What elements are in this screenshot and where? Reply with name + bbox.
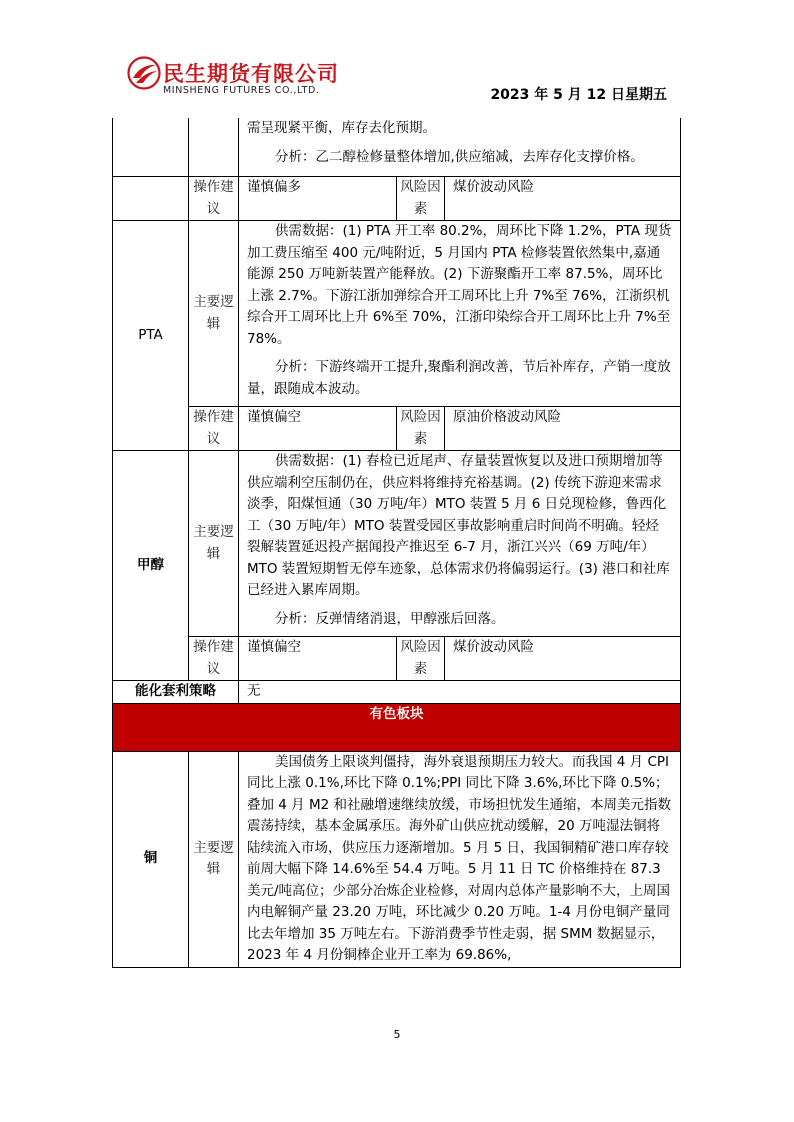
copper-text: 美国债务上限谈判僵持，海外衰退预期压力较大。而我国 4 月 CPI 同比上涨 0.1%,环比下降 0.1%;PPI 同比下降 3.6%,环比下降 0.5%；叠加 4 月 M2 和社融增速继续放缓，市场担忧发生通缩，本周美元指数震荡持续，基本金属承压。海外矿山供应扰动缓解，20 万吨湿法铜将陆续流入市场，供应压力逐渐增加。5 月 5 日，我国铜精矿港口库存较前周大幅下降 14.6%至 54.4 万吨。5 月 11 日 TC 价格维持在 87.3 美元/吨高位；少部分冶炼企业检修，对周内总体产量影响不大，上周国内电解铜产量 23.20 万吨，环比减少 0.20 万吨。1-4 月份电铜产量同比去年增加 35 万吨左右。下游消费季节性走弱，据 SMM 数据显示，2023 年 4 月份铜棒企业开工率为 69.86%, (247, 753, 671, 963)
report-date: 2023 年 5 月 12 日星期五 (490, 87, 667, 103)
eg-operation-row (113, 177, 681, 221)
pta-risk-value: 原油价格波动风险 (445, 407, 681, 451)
pta-analysis-text: 分析：下游终端开工提升,聚酯利润改善，节后补库存，产销一度放量，跟随成本波动。 (247, 359, 671, 397)
pta-operation-label: 操作建议 (189, 407, 239, 451)
pta-name-cell: PTA (113, 221, 189, 451)
eg-logic-cell (239, 118, 681, 177)
pta-logic-label: 主要逻辑 (189, 221, 239, 407)
copper-logic-row (113, 751, 681, 967)
methanol-logic-label: 主要逻辑 (189, 451, 239, 637)
methanol-supply-text: 供需数据：(1) 春检已近尾声、存量装置恢复以及进口预期增加等供应端利空压制仍在，供应料将维持充裕基调。(2) 传统下游迎来需求淡季，阳煤恒通（30 万吨/年）MTO 装置 5 月 6 日兑现检修，鲁西化工（30 万吨/年）MTO 装置受园区事故影响重启时间尚不明确。轻烃裂解装置延迟投产据闻投产推迟至 6-7 月，浙江兴兴（69 万吨/年）MTO 装置短期暂无停车迹象，总体需求仍将偏弱运行。(3) 港口和社库已经进入累库周期。 (247, 453, 670, 598)
pta-operation-row (113, 407, 681, 451)
methanol-risk-value: 煤价波动风险 (445, 637, 681, 681)
minsheng-logo-icon (127, 56, 161, 90)
eg-logic-row (113, 118, 681, 177)
arbitrage-value: 无 (239, 681, 681, 704)
copper-logic-cell (239, 751, 681, 967)
eg-name-cell (113, 118, 189, 177)
sector-title: 有色板块 (113, 703, 681, 751)
methanol-operation-value: 谨慎偏空 (239, 637, 397, 681)
pta-logic-row (113, 221, 681, 407)
methanol-logic-cell (239, 451, 681, 637)
arbitrage-row (113, 681, 681, 704)
methanol-operation-label: 操作建议 (189, 637, 239, 681)
methanol-analysis-text: 分析：反弹情绪消退，甲醇涨后回落。 (275, 610, 505, 627)
pta-supply-text: 供需数据：(1) PTA 开工率 80.2%，周环比下降 1.2%，PTA 现货加工费压缩至 400 元/吨附近，5 月国内 PTA 检修装置依然集中,嘉通能源 250 万吨新装置产能释放。(2) 下游聚酯开工率 87.5%，周环比上涨 2.7%。下游江浙加弹综合开工周环比上升 7%至 76%，江浙织机综合开工周环比上升 6%至 70%，江浙印染综合开工周环比上升 7%至 78%。 (247, 223, 672, 347)
arbitrage-label: 能化套利策略 (113, 681, 239, 704)
eg-supply-text: 需呈现紧平衡，库存去化预期。 (247, 120, 436, 136)
methanol-name-cell: 甲醇 (113, 451, 189, 681)
page-header (0, 0, 794, 118)
pta-risk-label: 风险因素 (397, 407, 445, 451)
report-table (112, 118, 681, 968)
methanol-operation-row (113, 637, 681, 681)
eg-operation-value: 谨慎偏多 (239, 177, 397, 221)
methanol-risk-label: 风险因素 (397, 637, 445, 681)
eg-risk-value: 煤价波动风险 (445, 177, 681, 221)
page-number: 5 (393, 1028, 401, 1041)
company-name-en: MINSHENG FUTURES CO.,LTD. (163, 85, 320, 96)
methanol-logic-row (113, 451, 681, 637)
pta-logic-cell (239, 221, 681, 407)
company-name-cn: 民生期货有限公司 (163, 62, 339, 86)
copper-logic-label: 主要逻辑 (189, 751, 239, 967)
copper-name-cell: 铜 (113, 751, 189, 967)
eg-logic-label-cell (189, 118, 239, 177)
pta-operation-value: 谨慎偏空 (239, 407, 397, 451)
eg-risk-label: 风险因素 (397, 177, 445, 221)
sector-header-row (113, 703, 681, 751)
eg-name-cell-2 (113, 177, 189, 221)
eg-analysis-text: 分析：乙二醇检修量整体增加,供应缩减，去库存化支撑价格。 (275, 148, 644, 165)
eg-operation-label: 操作建议 (189, 177, 239, 221)
